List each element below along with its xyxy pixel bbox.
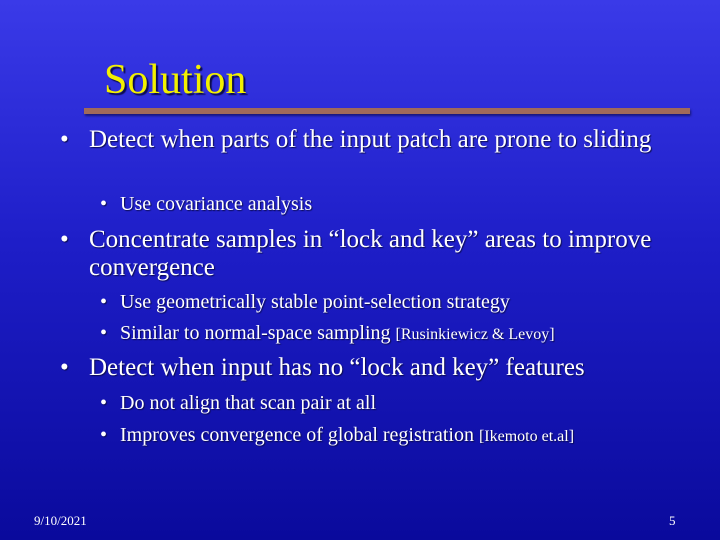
sub-bullet-item [100,419,700,453]
sub-bullet-text: Similar to normal-space sampling [120,322,396,344]
bullet-text: Concentrate samples in “lock and key” areas to improve convergence [89,226,652,281]
page-number: 5 [669,513,676,528]
bullet-icon: • [60,126,69,153]
sub-bullet-item [100,188,700,220]
sub-bullet-icon: • [100,392,108,414]
bullet-text: Detect when parts of the input patch are prone to sliding [89,126,652,153]
citation: [Rusinkiewicz & Levoy] [395,326,555,343]
sub-bullet-text: Use covariance analysis [120,193,313,215]
citation: [Ikemoto et.al] [478,428,575,445]
bullet-item [60,126,680,154]
bullet-icon: • [60,354,69,381]
footer-date: 9/10/2021 [34,513,87,528]
sub-bullet-text: Improves convergence of global registration [120,424,479,446]
bullet-item [60,226,680,282]
sub-bullet-item [100,387,700,419]
title-divider [84,108,690,114]
sub-bullet-icon: • [100,193,108,215]
sub-bullet-item [100,317,700,351]
sub-bullet-icon: • [100,424,108,446]
bullet-icon: • [60,226,69,253]
sub-bullet-icon: • [100,322,108,344]
sub-bullet-text: Do not align that scan pair at all [120,392,377,414]
bullet-item [60,354,680,382]
sub-bullet-icon: • [100,291,108,313]
slide-title: Solution [104,57,247,103]
sub-bullet-text: Use geometrically stable point-selection strategy [120,291,510,313]
sub-bullet-item [100,286,700,318]
bullet-text: Detect when input has no “lock and key” features [89,354,585,381]
